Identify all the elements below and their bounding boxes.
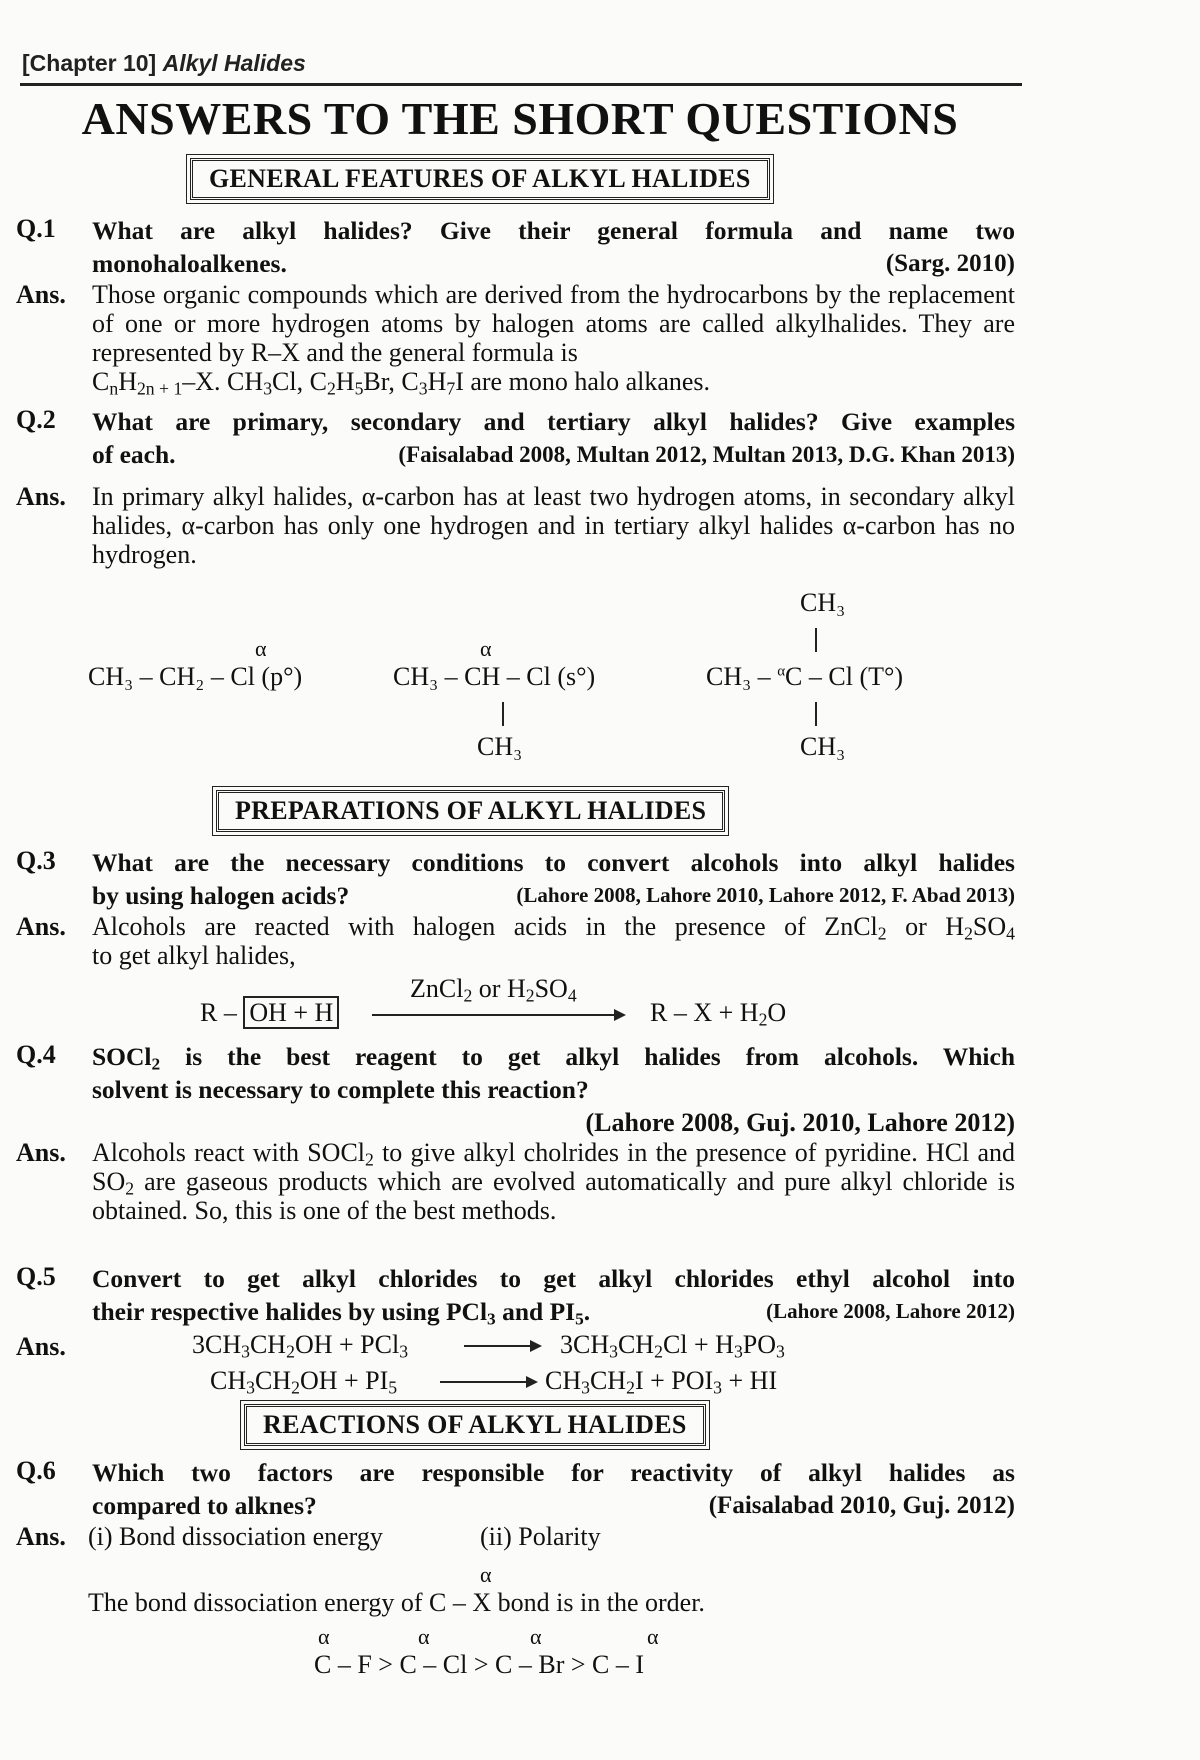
- q4-label: Q.4: [16, 1040, 56, 1069]
- q4-answer: Alcohols react with SOCl$_2$ to give alkyl cholrides in the presence of pyridine. HCl and $SO_2$ are gaseous products which are evolved automatically and pure alkyl chloride is obtained. So, this is one of the best methods.: [92, 1138, 1015, 1225]
- q2-answer: In primary alkyl halides, α-carbon has at least two hydrogen atoms, in secondary alkyl halides, α-carbon has only one hydrogen and in tertiary alkyl halides α-carbon has no hydrogen.: [92, 482, 1015, 569]
- q5-reaction2-right: $CH_3CH_2I + POI_3$ + HI: [545, 1366, 778, 1398]
- q1-label: Q.1: [16, 214, 56, 243]
- q3-question-line1: What are the necessary conditions to convert alcohols into alkyl halides: [92, 848, 1015, 877]
- tertiary-ch3-top: CH₃: [800, 588, 846, 617]
- q4-question: SOCl$_2$ is the best reagent to get alkyl halides from alcohols. Which solvent is necessary to complete this reaction? (Lahore 2008, Guj. 2010, Lahore 2012): [92, 1042, 1015, 1137]
- q2-source: (Faisalabad 2008, Multan 2012, Multan 2013, D.G. Khan 2013): [398, 442, 1015, 467]
- chapter-title: Alkyl Halides: [162, 50, 306, 76]
- q3-answer-line2: to get alkyl halides,: [92, 941, 296, 970]
- q4-ans-label: Ans.: [16, 1138, 66, 1167]
- q6-alpha-1: α: [318, 1624, 330, 1649]
- q3-arrow: [372, 1014, 618, 1016]
- page-title: ANSWERS TO THE SHORT QUESTIONS: [81, 93, 959, 144]
- q5-reaction1-right: $3CH_3CH_2Cl + H_3PO_3$: [560, 1330, 785, 1362]
- q6-source: (Faisalabad 2010, Guj. 2012): [708, 1492, 1015, 1519]
- section-heading-reactions: REACTIONS OF ALKYL HALIDES: [244, 1404, 706, 1446]
- tertiary-bond-top: [815, 628, 817, 652]
- q3-label: Q.3: [16, 846, 56, 875]
- q1-answer: [92, 280, 1015, 399]
- q6-alpha-4: α: [647, 1624, 659, 1649]
- q2-question-line2: of each.: [92, 440, 176, 469]
- q1-question: [92, 214, 1015, 280]
- q2-label: Q.2: [16, 405, 56, 434]
- tertiary-alpha: α: [777, 663, 786, 680]
- section-heading-general: GENERAL FEATURES OF ALKYL HALIDES: [190, 158, 770, 200]
- q2-ans-label: Ans.: [16, 482, 66, 511]
- tertiary-right: C – Cl (T°): [785, 662, 904, 691]
- q3-source: (Lahore 2008, Lahore 2010, Lahore 2012, F. Abad 2013): [516, 883, 1015, 907]
- tertiary-bond-down: [815, 702, 817, 726]
- tertiary-structure: [706, 662, 903, 692]
- secondary-structure: CH₃ – CH – Cl (s°): [393, 662, 596, 691]
- secondary-bond-down: [502, 702, 504, 726]
- chapter-header: [22, 50, 306, 77]
- tertiary-left: CH₃ –: [706, 662, 771, 691]
- q5-arrowhead2: [526, 1376, 538, 1388]
- secondary-alpha: α: [480, 636, 492, 661]
- q5-reaction1-left: $3CH_3CH_2OH + PCl_3$: [192, 1330, 409, 1362]
- q4-answer-end: methods.: [461, 1196, 557, 1225]
- q6-alpha-2: α: [418, 1624, 430, 1649]
- q5-label: Q.5: [16, 1262, 56, 1291]
- q3-arrowhead: [614, 1009, 626, 1021]
- q4-source: (Lahore 2008, Guj. 2010, Lahore 2012): [585, 1108, 1015, 1137]
- chapter-number: [Chapter 10]: [22, 50, 157, 76]
- q6-bde-line: The bond dissociation energy of C – X bond is in the order.: [88, 1588, 705, 1617]
- q3-product: $R - X + H_2O$: [650, 998, 787, 1030]
- primary-structure: CH₃ – CH₂ – Cl (p°): [88, 662, 303, 691]
- q5-arrowhead1: [530, 1340, 542, 1352]
- q6-question: [92, 1456, 1015, 1522]
- q6-question-line1: Which two factors are responsible for reactivity of alkyl halides as: [92, 1458, 1015, 1487]
- secondary-ch3-bottom: CH₃: [477, 732, 523, 761]
- q3-question-line2: by using halogen acids?: [92, 881, 350, 910]
- q1-question-line2: monohaloalkenes.: [92, 249, 287, 278]
- q1-answer-text: Those organic compounds which are derived from the hydrocarbons by the replacement of one or more hydrogen atoms by halogen atoms are called alkylhalides. They are represented by R–X and the general formula is: [92, 280, 1015, 367]
- primary-alpha: α: [255, 636, 267, 661]
- q5-source: (Lahore 2008, Lahore 2012): [766, 1299, 1015, 1323]
- q5-question-line1: Convert to get alkyl chlorides to get alkyl chlorides ethyl alcohol into: [92, 1264, 1015, 1293]
- q3-catalyst: ZnCl$_2$ or $H_2SO_4$: [410, 974, 577, 1006]
- q5-ans-label: Ans.: [16, 1332, 66, 1361]
- q5-arrow1: [464, 1345, 532, 1347]
- section-heading-preparations: PREPARATIONS OF ALKYL HALIDES: [216, 790, 725, 832]
- q2-question: [92, 405, 1015, 471]
- q5-reaction2-left: $CH_3CH_2OH + PI_5$: [210, 1366, 398, 1398]
- q6-order: C – F > C – Cl > C – Br > C – I: [314, 1650, 645, 1679]
- q6-factor2: (ii) Polarity: [480, 1522, 601, 1551]
- q1-formula-line: $C_nH_{2n + 1}-X$. $CH_3Cl$, $C_2H_5Br$, $C_3H_7I$ are mono halo alkanes.: [92, 367, 711, 399]
- q1-question-line1: What are alkyl halides? Give their general formula and name two: [92, 216, 1015, 245]
- tertiary-ch3-bottom: CH₃: [800, 732, 846, 761]
- q1-source: (Sarg. 2010): [885, 250, 1015, 277]
- q3-answer: Alcohols are reacted with halogen acids in the presence of ZnCl$_2$ or $H_2SO_4$ to get alkyl halides,: [92, 912, 1016, 970]
- q2-question-line1: What are primary, secondary and tertiary alkyl halides? Give examples: [92, 407, 1015, 436]
- q3-ans-label: Ans.: [16, 912, 66, 941]
- q6-alpha-3: α: [530, 1624, 542, 1649]
- q6-ans-label: Ans.: [16, 1522, 66, 1551]
- header-rule: [20, 83, 1022, 86]
- q6-factor1: (i) Bond dissociation energy: [88, 1522, 383, 1551]
- q6-alpha-above-line: α: [480, 1562, 492, 1587]
- q1-ans-label: Ans.: [16, 280, 66, 309]
- q3-reactant: R – OH + H: [200, 998, 339, 1028]
- q6-label: Q.6: [16, 1456, 56, 1485]
- q6-question-line2: compared to alknes?: [92, 1491, 317, 1520]
- q5-arrow2: [440, 1381, 528, 1383]
- q3-question: [92, 846, 1015, 912]
- q5-question: Convert to get alkyl chlorides to get alkyl chlorides ethyl alcohol into their respective halides by using PCl$_3$ and $PI_5$. (Lahore 2008, Lahore 2012): [92, 1264, 1015, 1329]
